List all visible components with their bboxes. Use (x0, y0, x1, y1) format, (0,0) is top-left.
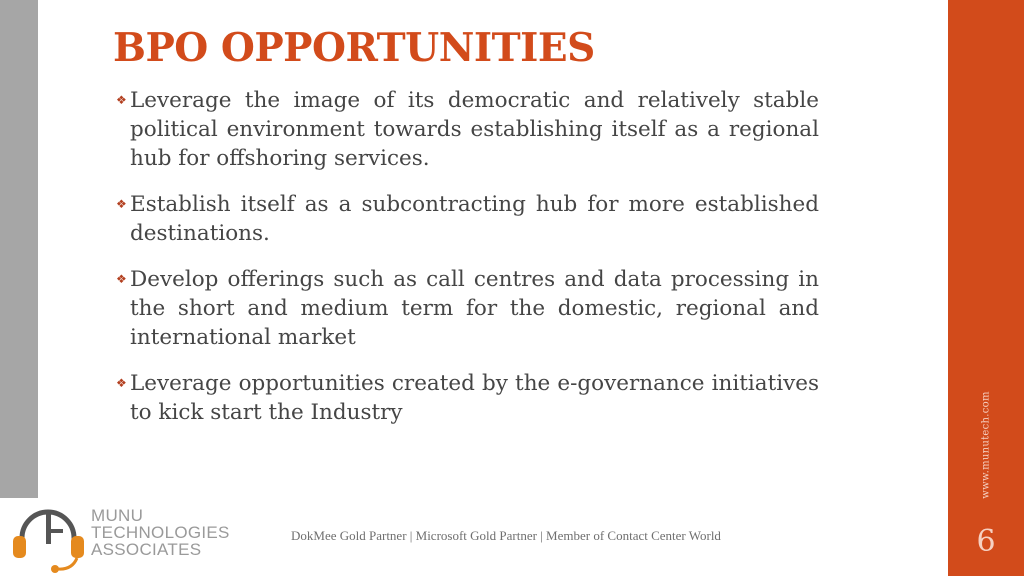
diamond-bullet-icon: ❖ (116, 272, 127, 286)
slide-title: BPO OPPORTUNITIES (113, 25, 595, 71)
bullet-item (113, 265, 819, 352)
right-side-panel (948, 0, 1024, 576)
bullet-list (113, 86, 819, 444)
side-url: www.munutech.com (980, 391, 992, 499)
diamond-bullet-icon: ❖ (116, 93, 127, 107)
bullet-item (113, 190, 819, 248)
diamond-bullet-icon: ❖ (116, 197, 127, 211)
bullet-text: Establish itself as a subcontracting hub for more established destinations. (130, 192, 819, 246)
bullet-item (113, 369, 819, 427)
diamond-bullet-icon: ❖ (116, 376, 127, 390)
bullet-text: Leverage the image of its democratic and relatively stable political environment towards establishing itself as a regional hub for offshoring services. (130, 88, 819, 171)
bullet-item (113, 86, 819, 173)
bullet-text: Develop offerings such as call centres and data processing in the short and medium term for the domestic, regional and international market (130, 267, 819, 350)
company-line-3: ASSOCIATES (91, 540, 202, 559)
company-name (91, 507, 230, 558)
footer-partners: DokMee Gold Partner | Microsoft Gold Partner | Member of Contact Center World (291, 528, 721, 543)
page-number: 6 (976, 524, 996, 559)
company-line-1: MUNU (91, 506, 144, 525)
headset-icon (0, 498, 92, 576)
left-accent-bar (0, 0, 38, 498)
company-logo (0, 498, 260, 576)
bullet-text: Leverage opportunities created by the e-governance initiatives to kick start the Industry (130, 371, 819, 425)
company-line-2: TECHNOLOGIES (91, 523, 230, 542)
